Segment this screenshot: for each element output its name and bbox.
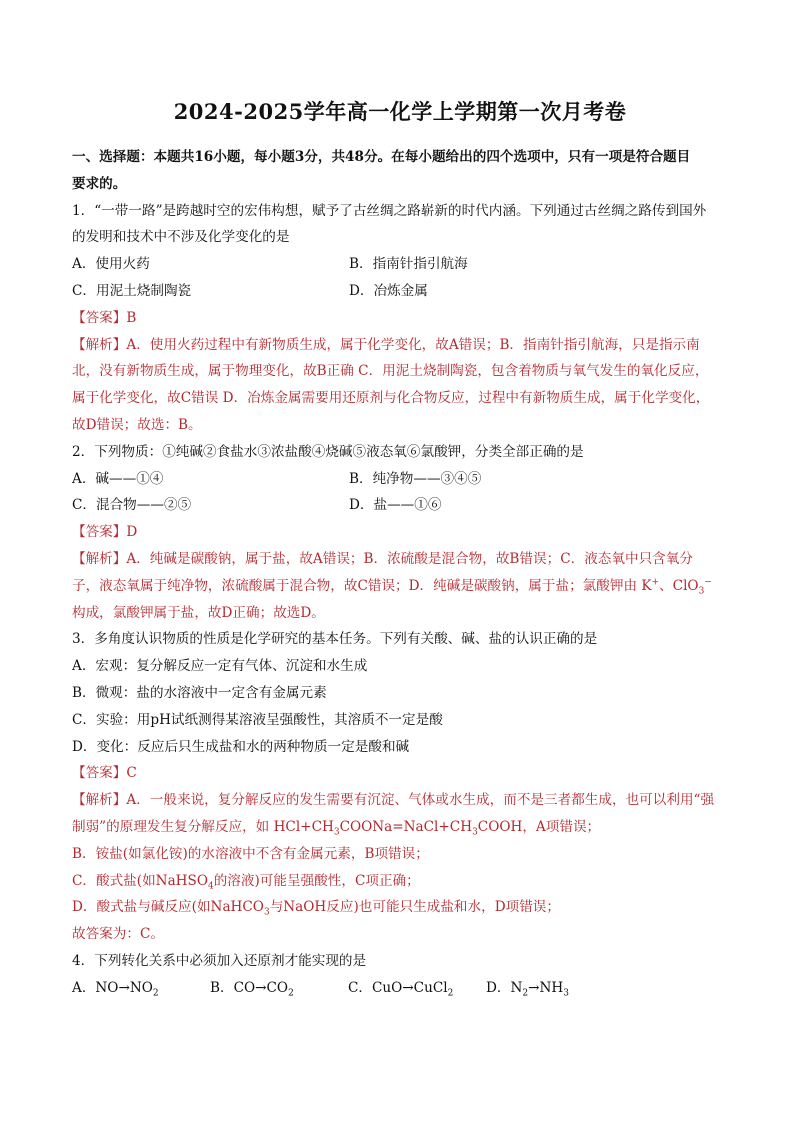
q4-stem: 4．下列转化关系中必须加入还原剂才能实现的是 bbox=[72, 952, 367, 969]
q1-answer: 【答案】B bbox=[72, 309, 137, 326]
q4-option-a: A．$NO\to NO_2$ bbox=[72, 979, 159, 999]
q2-options-row1 bbox=[72, 466, 728, 493]
q4-option-c: C．CuO→CuCl$_2$ bbox=[348, 979, 454, 999]
section-header: 一、选择题：本题共16小题，每小题3分，共48分。在每小题给出的四个选项中，只有一项是符合题目 要求的。 bbox=[72, 149, 691, 192]
q2-option-a: A．碱——①④ bbox=[72, 470, 164, 487]
q1-options-row1 bbox=[72, 251, 728, 278]
q1-analysis: 【解析】A．使用火药过程中有新物质生成，属于化学变化，故A错误；B．指南针指引航海，只是指示南 北，没有新物质生成，属于物理变化，故B正确 C．用泥土烧制陶瓷，包含着物质与氧气发生的氧化反应， 属于化学变化，故C错误 D．冶炼金属需要用还原剂与化合物反应，过程中有新物质生成，属于化学变化， 故D错误；故选：B。 bbox=[72, 336, 710, 433]
q2-option-c: C．混合物——②⑤ bbox=[72, 497, 192, 514]
q1-option-b: B．指南针指引航海 bbox=[349, 256, 468, 273]
q1-options-row2 bbox=[72, 278, 728, 305]
q2-answer: 【答案】D bbox=[72, 524, 138, 541]
q3-option-b: B．微观：盐的水溶液中一定含有金属元素 bbox=[72, 684, 327, 701]
q4-option-b: B．$CO\to CO_2$ bbox=[210, 979, 294, 999]
q3-answer: 【答案】C bbox=[72, 765, 137, 782]
q3-analysis-c: C．酸式盐(如NaHSO$_4$的溶液)可能呈强酸性，C项正确； bbox=[72, 872, 420, 892]
q3-analysis-b: B．铵盐(如氯化铵)的水溶液中不含有金属元素，B项错误； bbox=[72, 845, 429, 862]
q3-option-c: C．实验：用pH试纸测得某溶液呈强酸性，其溶质不一定是酸 bbox=[72, 711, 443, 728]
q1-option-c: C．用泥土烧制陶瓷 bbox=[72, 282, 192, 299]
q3-conclusion: 故答案为：C。 bbox=[72, 926, 164, 943]
q2-option-b: B．纯净物——③④⑤ bbox=[349, 470, 482, 487]
q3-option-a: A．宏观：复分解反应一定有气体、沉淀和水生成 bbox=[72, 658, 368, 675]
q2-option-d: D．盐——①⑥ bbox=[349, 497, 442, 514]
q3-analysis-d: D．酸式盐与碱反应(如NaHCO$_3$与NaOH反应)也可能只生成盐和水，D项错误； bbox=[72, 899, 560, 919]
q1-option-a: A．使用火药 bbox=[72, 256, 150, 273]
q1-stem: 1．“一带一路”是跨越时空的宏伟构想，赋予了古丝绸之路崭新的时代内涵。下列通过古丝绸之路传到国外 的发明和技术中不涉及化学变化的是 bbox=[72, 202, 707, 246]
q2-analysis: 【解析】A．纯碱是碳酸钠，属于盐，故A错误；B．浓硫酸是混合物，故B错误；C．液态氧中只含氧分 子，液态氧属于纯净物，浓硫酸属于混合物，故C错误；D．纯碱是碳酸钠，属于盐；氯酸钾由 K+、ClO$_3$− 构成，氯酸钾属于盐，故D正确；故选D。 bbox=[72, 550, 712, 621]
exam-title: 2024-2025学年高一化学上学期第一次月考卷 bbox=[173, 99, 627, 124]
q2-options-row2 bbox=[72, 492, 728, 519]
q2-stem: 2．下列物质：①纯碱②食盐水③浓盐酸④烧碱⑤液态氧⑥氯酸钾，分类全部正确的是 bbox=[72, 443, 584, 460]
q1-option-d: D．冶炼金属 bbox=[349, 282, 428, 299]
q3-stem: 3．多角度认识物质的性质是化学研究的基本任务。下列有关酸、碱、盐的认识正确的是 bbox=[72, 631, 598, 648]
q4-option-d: D．$N_2\to NH_3$ bbox=[486, 979, 569, 999]
q3-analysis: 【解析】A．一般来说，复分解反应的发生需要有沉淀、气体或水生成，而不是三者都生成，也可以利用“强 制弱”的原理发生复分解反应，如 $HCl+CH_3COONa=NaCl+CH_3COOH$，A项错误； bbox=[72, 792, 715, 838]
q3-option-d: D．变化：反应后只生成盐和水的两种物质一定是酸和碱 bbox=[72, 738, 410, 755]
q4-options bbox=[72, 975, 728, 1002]
